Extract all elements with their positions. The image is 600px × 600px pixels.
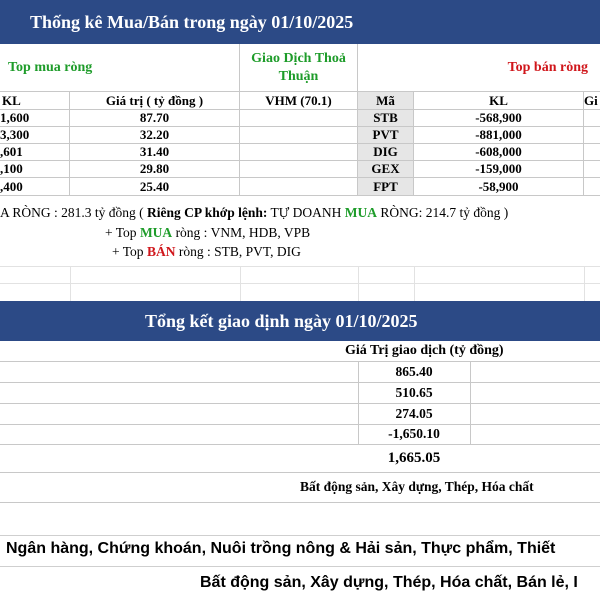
value-cell: 510.65	[395, 385, 433, 400]
grid-line	[0, 566, 600, 567]
sell-kl: -568,900	[414, 110, 584, 127]
value-header-label: Giá Trị giao dịch (tỷ đồng)	[345, 343, 504, 358]
negotiated-header	[240, 44, 358, 92]
buy-kl: ,601	[0, 144, 70, 161]
grid-line	[70, 266, 71, 301]
sell-value	[584, 110, 600, 127]
value-row	[0, 425, 600, 445]
summary-matched-label: Riêng CP khớp lệnh:	[147, 205, 268, 220]
top-banner-title: Thống kê Mua/Bán trong ngày 01/10/2025	[0, 0, 600, 44]
sell-kl: -881,000	[414, 127, 584, 144]
summary-prop-value: RÒNG: 214.7 tỷ đồng )	[377, 205, 509, 220]
col-value-left: Giá trị ( tỷ đồng )	[70, 92, 240, 110]
col-negotiated: VHM (70.1)	[240, 92, 358, 110]
sell-value	[584, 127, 600, 144]
buy-value: 25.40	[70, 178, 240, 196]
top-buy-word: MUA	[139, 225, 173, 240]
top-sell-word: BÁN	[146, 244, 176, 259]
summary-line-1	[0, 205, 600, 221]
top-sell-prefix: + Top	[112, 244, 147, 259]
negotiated-cell	[240, 110, 358, 127]
bottom-banner-title: Tổng kết giao dịnh ngày 01/10/2025	[0, 301, 600, 341]
sell-value	[584, 144, 600, 161]
top-sell-list: ròng : STB, PVT, DIG	[175, 244, 301, 259]
grid-line	[0, 535, 600, 536]
negotiated-cell	[240, 127, 358, 144]
sell-kl: -58,900	[414, 178, 584, 196]
buy-value: 29.80	[70, 161, 240, 178]
sell-header: Top bán ròng	[358, 44, 600, 92]
sell-code: STB	[358, 110, 414, 127]
top-buy-prefix: + Top	[105, 225, 140, 240]
value-row	[0, 404, 600, 425]
grid-line	[0, 266, 600, 267]
grid-line	[240, 266, 241, 301]
sectors-cell: Bất động sản, Xây dựng, Thép, Hóa chất	[300, 479, 534, 494]
col-code: Mã	[358, 92, 414, 110]
sell-code: GEX	[358, 161, 414, 178]
value-row	[0, 362, 600, 383]
negotiated-cell	[240, 178, 358, 196]
total-cell: 1,665.05	[387, 450, 441, 466]
negotiated-cell	[240, 144, 358, 161]
total-row	[0, 445, 600, 473]
summary-line-2	[105, 225, 310, 241]
sell-code: DIG	[358, 144, 414, 161]
buy-header: Top mua ròng	[0, 44, 240, 92]
top-buy-list: ròng : VNM, HDB, VPB	[172, 225, 311, 240]
grid-line	[414, 266, 415, 301]
sell-kl: -608,000	[414, 144, 584, 161]
buy-value: 32.20	[70, 127, 240, 144]
value-cell: -1,650.10	[388, 426, 440, 441]
col-kl-right: KL	[414, 92, 584, 110]
value-header	[0, 341, 600, 362]
summary-buy-word: MUA	[344, 205, 378, 220]
negotiated-header-line2: Thuận	[278, 68, 319, 84]
grid-line	[0, 283, 600, 284]
sell-value	[584, 178, 600, 196]
buy-kl: ,100	[0, 161, 70, 178]
negotiated-cell	[240, 161, 358, 178]
buy-kl: 1,600	[0, 110, 70, 127]
value-row	[0, 383, 600, 404]
sector-line-1: Ngân hàng, Chứng khoán, Nuôi trồng nông & Hải sản, Thực phẩm, Thiết	[6, 540, 556, 557]
summary-prop-label: TỰ DOANH	[267, 205, 345, 220]
value-cell: 274.05	[395, 406, 433, 421]
sell-kl: -159,000	[414, 161, 584, 178]
sell-code: FPT	[358, 178, 414, 196]
sector-line-2: Bất động sản, Xây dựng, Thép, Hóa chất, Bán lẻ, I	[200, 574, 578, 591]
buy-value: 87.70	[70, 110, 240, 127]
grid-line	[584, 266, 585, 301]
buy-kl: 3,300	[0, 127, 70, 144]
sell-code: PVT	[358, 127, 414, 144]
buy-value: 31.40	[70, 144, 240, 161]
buy-kl: ,400	[0, 178, 70, 196]
negotiated-header-line1: Giao Dịch Thoả	[251, 50, 346, 66]
summary-total: A RÒNG : 281.3 tỷ đồng (	[0, 205, 148, 220]
col-value-right: Gi	[584, 92, 600, 110]
col-kl-left: KL	[0, 92, 70, 110]
summary-line-3	[112, 244, 301, 260]
sectors-row	[0, 473, 600, 503]
value-cell: 865.40	[395, 364, 433, 379]
sell-value	[584, 161, 600, 178]
grid-line	[358, 266, 359, 301]
